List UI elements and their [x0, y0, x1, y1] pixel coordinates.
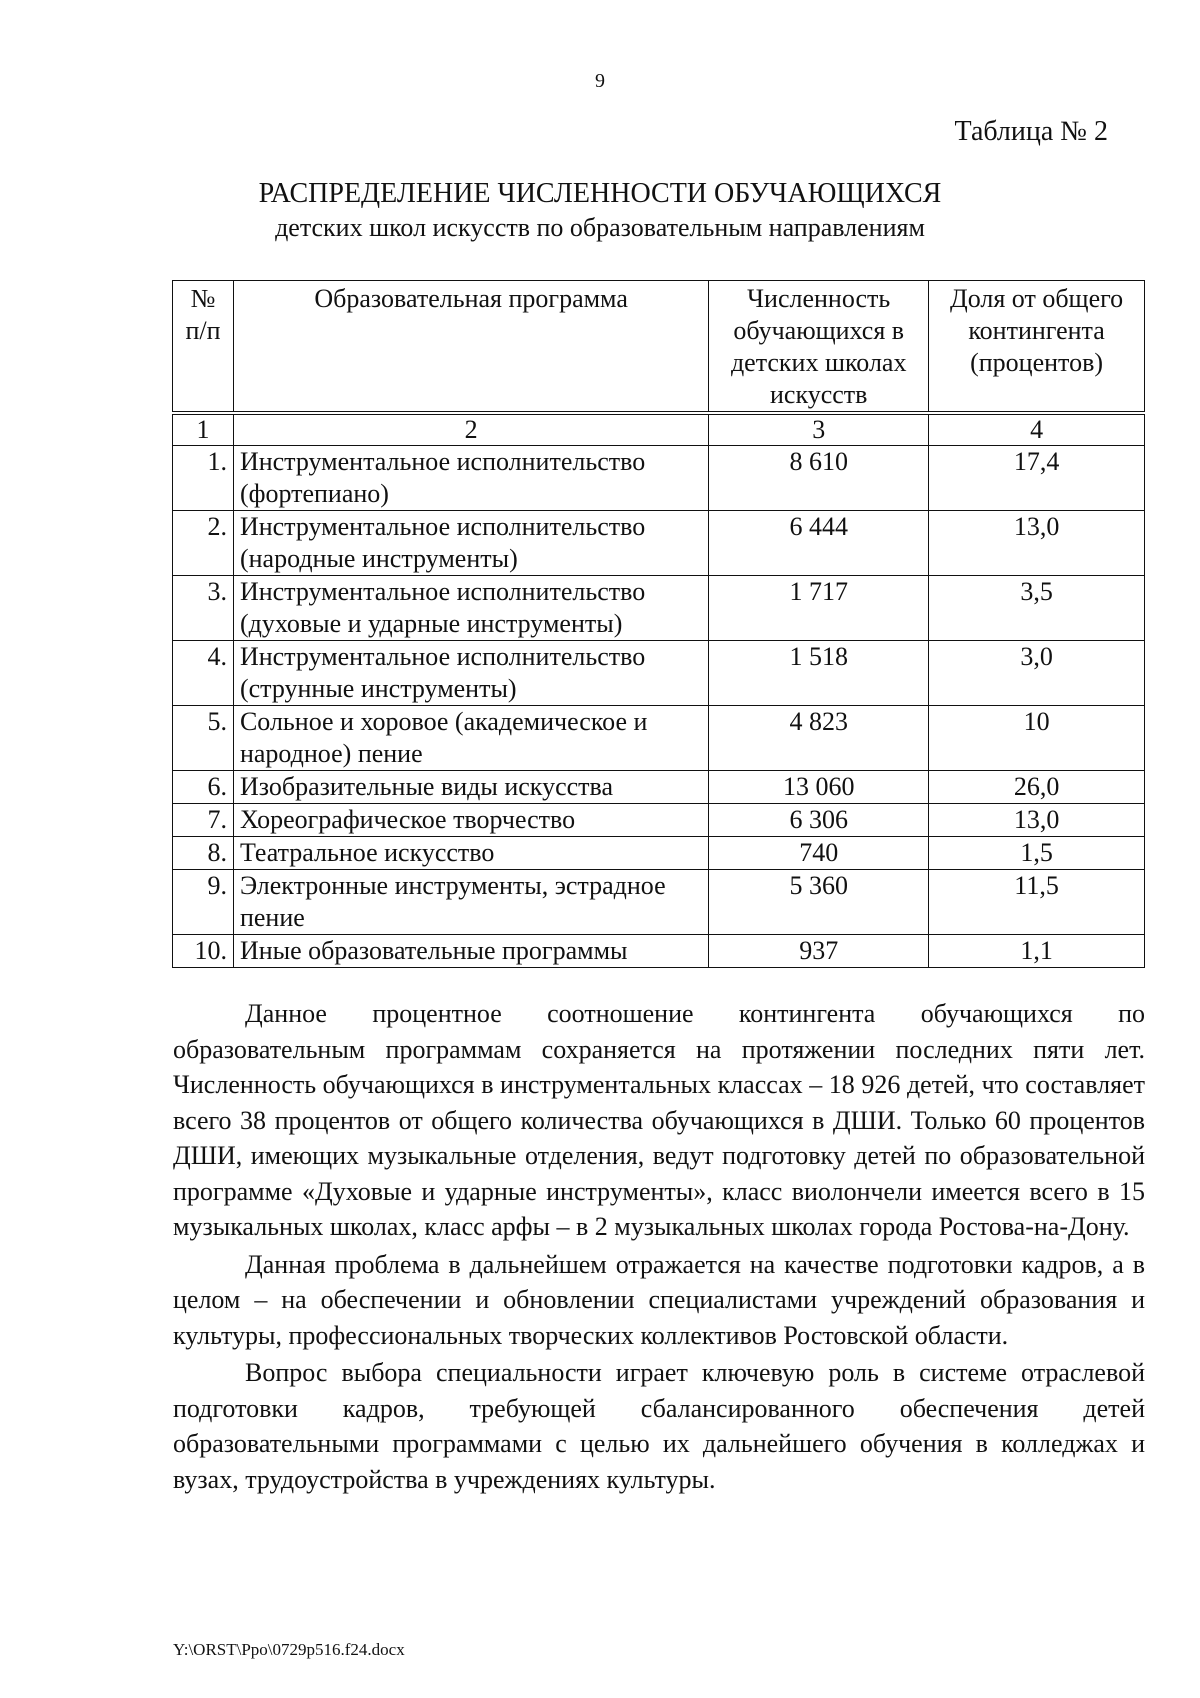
row-program: Хореографическое творчество — [233, 804, 708, 837]
row-share: 11,5 — [929, 870, 1145, 935]
row-number: 6. — [173, 771, 234, 804]
table-row — [173, 511, 1145, 576]
row-program: Инструментальное исполнительство (духовые и ударные инструменты) — [233, 576, 708, 641]
row-number: 1. — [173, 446, 234, 511]
column-number: 2 — [233, 413, 708, 446]
row-program: Инструментальное исполнительство (струнные инструменты) — [233, 641, 708, 706]
row-number: 4. — [173, 641, 234, 706]
row-share: 1,1 — [929, 935, 1145, 968]
distribution-table — [172, 280, 1145, 968]
page-number: 9 — [595, 70, 605, 92]
row-number: 8. — [173, 837, 234, 870]
row-program: Сольное и хоровое (академическое и народное) пение — [233, 706, 708, 771]
body-text — [173, 996, 1145, 1497]
table-row — [173, 837, 1145, 870]
row-number: 2. — [173, 511, 234, 576]
row-count: 5 360 — [709, 870, 929, 935]
row-share: 17,4 — [929, 446, 1145, 511]
row-program: Инструментальное исполнительство (фортепиано) — [233, 446, 708, 511]
header-count: Численность обучающихся в детских школах искусств — [709, 281, 929, 414]
row-share: 13,0 — [929, 804, 1145, 837]
table-row — [173, 641, 1145, 706]
row-count: 740 — [709, 837, 929, 870]
table-title: РАСПРЕДЕЛЕНИЕ ЧИСЛЕННОСТИ ОБУЧАЮЩИХСЯ — [258, 178, 942, 209]
row-number: 5. — [173, 706, 234, 771]
row-share: 1,5 — [929, 837, 1145, 870]
row-number: 3. — [173, 576, 234, 641]
table-row — [173, 935, 1145, 968]
row-count: 13 060 — [709, 771, 929, 804]
row-program: Театральное искусство — [233, 837, 708, 870]
row-share: 3,0 — [929, 641, 1145, 706]
table-row — [173, 706, 1145, 771]
column-numbers-row — [173, 413, 1145, 446]
row-share: 10 — [929, 706, 1145, 771]
paragraph: Данное процентное соотношение контингента обучающихся по образовательным программам сохраняется на протяжении последних пяти лет. Численность обучающихся в инструментальных классах – 18 926 детей, что составляет всего 38 процентов от общего количества обучающихся в ДШИ. Только 60 процентов ДШИ, имеющих музыкальные отделения, ведут подготовку детей по образовательной программе «Духовые и ударные инструменты», класс виолончели имеется всего в 15 музыкальных школах, класс арфы – в 2 музыкальных школах города Ростова-на-Дону. — [173, 999, 1145, 1241]
table-row — [173, 771, 1145, 804]
row-share: 3,5 — [929, 576, 1145, 641]
row-number: 7. — [173, 804, 234, 837]
footer-file-path: Y:\ORST\Ppo\0729p516.f24.docx — [173, 1640, 405, 1659]
row-number: 10. — [173, 935, 234, 968]
row-share: 26,0 — [929, 771, 1145, 804]
header-num: № п/п — [173, 281, 234, 414]
paragraph: Вопрос выбора специальности играет ключевую роль в системе отраслевой подготовки кадров, требующей сбалансированного обеспечения детей образовательными программами с целью их дальнейшего обучения в колледжах и вузах, трудоустройства в учреждениях культуры. — [173, 1358, 1145, 1494]
row-count: 6 444 — [709, 511, 929, 576]
row-number: 9. — [173, 870, 234, 935]
paragraph: Данная проблема в дальнейшем отражается на качестве подготовки кадров, а в целом – на обеспечении и обновлении специалистами учреждений образования и культуры, профессиональных творческих коллективов Ростовской области. — [173, 1249, 1145, 1350]
row-count: 1 518 — [709, 641, 929, 706]
row-program: Изобразительные виды искусства — [233, 771, 708, 804]
row-count: 4 823 — [709, 706, 929, 771]
row-program: Инструментальное исполнительство (народные инструменты) — [233, 511, 708, 576]
row-share: 13,0 — [929, 511, 1145, 576]
row-count: 6 306 — [709, 804, 929, 837]
table-subtitle: детских школ искусств по образовательным направлениям — [275, 213, 925, 242]
column-number: 3 — [709, 413, 929, 446]
row-count: 1 717 — [709, 576, 929, 641]
table-row — [173, 446, 1145, 511]
table-label: Таблица № 2 — [954, 116, 1108, 147]
table-row — [173, 804, 1145, 837]
row-program: Иные образовательные программы — [233, 935, 708, 968]
column-number: 4 — [929, 413, 1145, 446]
row-count: 8 610 — [709, 446, 929, 511]
row-count: 937 — [709, 935, 929, 968]
table-row — [173, 576, 1145, 641]
table-header-row — [173, 281, 1145, 414]
table-row — [173, 870, 1145, 935]
column-number: 1 — [173, 413, 234, 446]
row-program: Электронные инструменты, эстрадное пение — [233, 870, 708, 935]
header-program: Образовательная программа — [233, 281, 708, 414]
header-share: Доля от общего контингента (процентов) — [929, 281, 1145, 414]
